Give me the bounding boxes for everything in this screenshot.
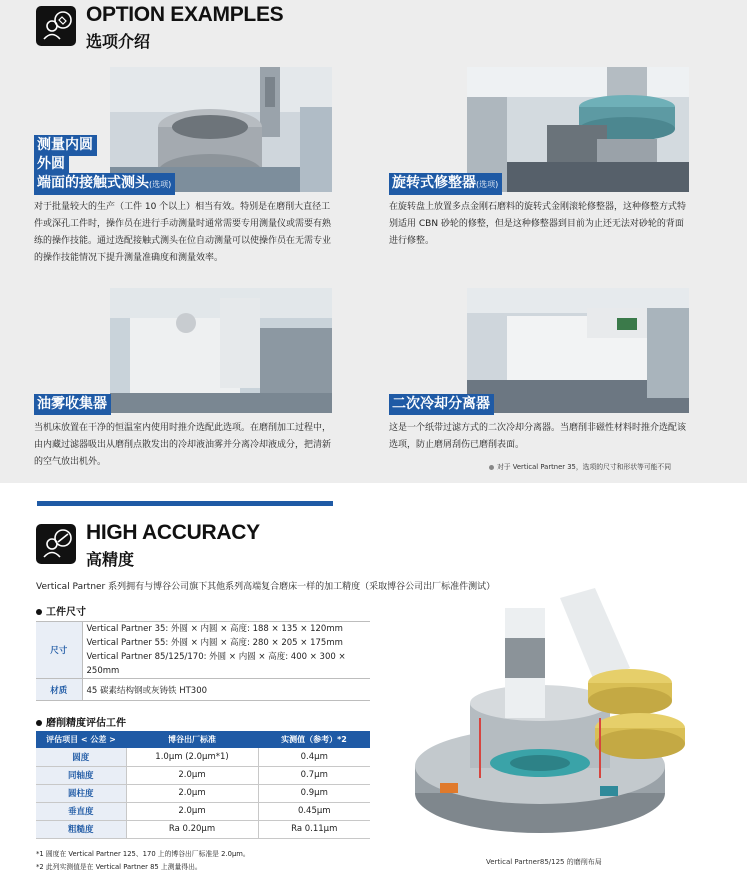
size-line-85: Vertical Partner 85/125/170: 外圆 × 内圆 × 高度: 400 × 300 × 250mm	[86, 652, 346, 676]
coolant-separator-text: 这是一个纸带过滤方式的二次冷却分离器。当磨削非磁性材料时推介选配该选项，防止磨屑刮伤已磨削表面。	[389, 423, 687, 450]
touch-probe-tag-line2: 外圆	[34, 154, 69, 175]
touch-probe-text: 对于批量较大的生产（工件 10 个以上）相当有效。特别是在磨削大直径工件或深孔工件时，操作员在进行手动测量时通常需要专用测量仪或需要有熟练的操作技能。通过选配接触式测头在位自动测量可以使操作员在无需专业的操作技能情况下提升测量准确度和测量效率。	[34, 202, 332, 263]
table-row	[36, 820, 370, 838]
row-item: 粗糙度	[36, 820, 126, 838]
option-note: 对于 Vertical Partner 35，选项的尺寸和形状等可能不同	[489, 461, 671, 471]
row-measured: 0.7μm	[258, 766, 370, 784]
eval-heading: 磨削精度评估工件	[36, 714, 126, 729]
accuracy-intro: Vertical Partner 系列拥有与博谷公司旗下其他系列高端复合磨床一样的加工精度（采取博谷公司出厂标准件测试）	[36, 582, 496, 592]
row-standard: 2.0μm	[126, 784, 258, 802]
row-measured: 0.4μm	[258, 748, 370, 766]
precision-icon	[36, 524, 76, 564]
accuracy-title-en: HIGH ACCURACY	[86, 521, 260, 544]
rotary-dresser-tag: 旋转式修整器(选项)	[389, 173, 502, 195]
accuracy-table	[36, 731, 370, 839]
mist-collector-tag: 油雾收集器	[34, 394, 111, 415]
mist-collector-photo	[110, 288, 332, 413]
touch-probe-tag-line1: 测量内圆	[34, 135, 97, 156]
table-row	[36, 679, 370, 701]
row-measured: Ra 0.11μm	[258, 820, 370, 838]
size-heading: 工件尺寸	[36, 603, 86, 618]
option-title-cn: 选项介绍	[86, 32, 151, 51]
section-divider	[37, 501, 333, 506]
rotary-dresser-text: 在旋转盘上放置多点金刚石磨料的旋转式金刚滚轮修整器，这种修整方式特别适用 CBN 砂轮的修整，但是这种修整器到目前为止还无法对砂轮的背面进行修整。	[389, 202, 687, 246]
row-standard: 1.0μm (2.0μm*1)	[126, 748, 258, 766]
row-standard: Ra 0.20μm	[126, 820, 258, 838]
header-standard: 博谷出厂标准	[126, 731, 258, 748]
eval-bullet	[36, 720, 42, 726]
mist-collector-text: 当机床放置在干净的恒温室内使用时推介选配此选项。在磨削加工过程中，由内藏过滤器吸出从磨削点散发出的冷却液油雾并分离冷却液成分，把清新的空气放出机外。	[34, 423, 332, 467]
table-row	[36, 784, 370, 802]
table-row	[36, 802, 370, 820]
illustration-caption: Vertical Partner85/125 的磨削布局	[486, 858, 602, 866]
size-values	[82, 622, 370, 679]
row-item: 同轴度	[36, 766, 126, 784]
size-line-55: Vertical Partner 55: 外圆 × 内圆 × 高度: 280 × 205 × 175mm	[86, 638, 343, 648]
coolant-separator-photo	[467, 288, 689, 413]
row-item: 圆度	[36, 748, 126, 766]
size-key: 尺寸	[36, 622, 82, 679]
size-bullet	[36, 609, 42, 615]
footnote-1: *1 圆度在 Vertical Partner 125、170 上的博谷出厂标准是 2.0μm。	[36, 850, 250, 858]
footnote-2: *2 此列实测值是在 Vertical Partner 85 上测量得出。	[36, 863, 202, 871]
header-item: 评估项目 < 公差 >	[36, 731, 126, 748]
row-measured: 0.9μm	[258, 784, 370, 802]
handshake-icon	[36, 6, 76, 46]
header-measured: 实测值（参考）*2	[258, 731, 370, 748]
row-standard: 2.0μm	[126, 802, 258, 820]
size-line-35: Vertical Partner 35: 外圆 × 内圆 × 高度: 188 × 135 × 120mm	[86, 624, 343, 634]
row-item: 垂直度	[36, 802, 126, 820]
row-standard: 2.0μm	[126, 766, 258, 784]
grinding-layout-illustration	[410, 588, 710, 850]
material-key: 材质	[36, 679, 82, 701]
table-row	[36, 622, 370, 679]
row-item: 圆柱度	[36, 784, 126, 802]
option-title-en: OPTION EXAMPLES	[86, 3, 284, 26]
table-header-row	[36, 731, 370, 748]
row-measured: 0.45μm	[258, 802, 370, 820]
table-row	[36, 766, 370, 784]
size-table	[36, 621, 370, 701]
coolant-separator-tag: 二次冷却分离器	[389, 394, 494, 415]
accuracy-title-cn: 高精度	[86, 550, 135, 569]
note-bullet	[489, 465, 494, 470]
table-row	[36, 748, 370, 766]
touch-probe-tag-line3: 端面的接触式测头(选项)	[34, 173, 175, 195]
material-value: 45 碳素结构钢或灰铸铁 HT300	[82, 679, 370, 701]
